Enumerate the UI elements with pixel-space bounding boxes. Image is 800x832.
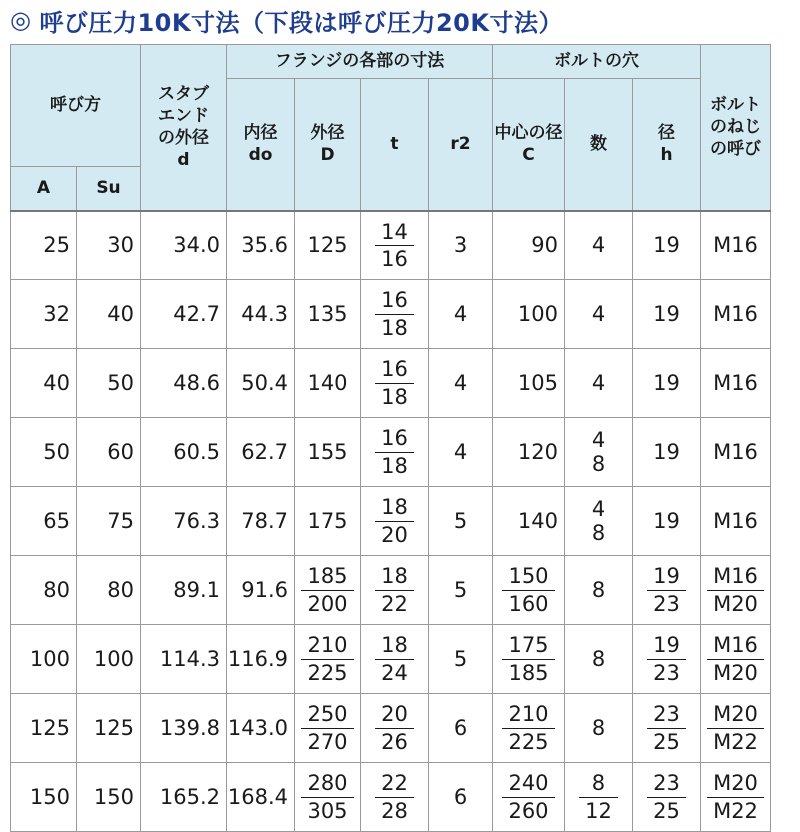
cell-r2: 4 — [429, 349, 493, 418]
cell-hole-diameter: $\frac{23}{25}$ — [633, 694, 701, 763]
cell-su: 40 — [77, 280, 141, 349]
cell-stub-outer-diameter: 76.3 — [141, 487, 227, 556]
cell-thickness: $\frac{16}{18}$ — [361, 280, 429, 349]
header-stub-end-outer-diameter: スタブ エンド の外径 d — [141, 45, 227, 211]
cell-inner-diameter: 78.7 — [227, 487, 295, 556]
cell-su: 125 — [77, 694, 141, 763]
cell-bolt-count: 4 — [565, 349, 633, 418]
cell-thickness: $\frac{18}{24}$ — [361, 625, 429, 694]
cell-center-diameter: 140 — [493, 487, 565, 556]
cell-r2: 4 — [429, 280, 493, 349]
cell-inner-diameter: 35.6 — [227, 211, 295, 280]
cell-bolt-thread: M16 — [701, 349, 771, 418]
cell-a: 50 — [11, 418, 77, 487]
cell-hole-diameter: 19 — [633, 418, 701, 487]
cell-outer-diameter: $\frac{210}{225}$ — [295, 625, 361, 694]
header-a: A — [11, 167, 77, 211]
cell-inner-diameter: 44.3 — [227, 280, 295, 349]
cell-a: 25 — [11, 211, 77, 280]
cell-thickness: $\frac{22}{28}$ — [361, 763, 429, 832]
cell-a: 125 — [11, 694, 77, 763]
page-title — [10, 4, 563, 36]
cell-center-diameter: $\frac{175}{185}$ — [493, 625, 565, 694]
cell-outer-diameter: 155 — [295, 418, 361, 487]
double-circle-icon: ◎ — [10, 6, 32, 34]
cell-inner-diameter: 62.7 — [227, 418, 295, 487]
header-outer-diameter: 外径 D — [295, 79, 361, 211]
cell-bolt-count: 4 — [565, 211, 633, 280]
header-nominal: 呼び方 — [11, 45, 141, 167]
cell-a: 32 — [11, 280, 77, 349]
cell-inner-diameter: 50.4 — [227, 349, 295, 418]
header-inner-diameter: 内径 do — [227, 79, 295, 211]
header-r2: r2 — [429, 79, 493, 211]
cell-su: 50 — [77, 349, 141, 418]
cell-r2: 5 — [429, 625, 493, 694]
cell-outer-diameter: 135 — [295, 280, 361, 349]
header-hole-diameter: 径 h — [633, 79, 701, 211]
cell-su: 30 — [77, 211, 141, 280]
cell-thickness: $\frac{20}{26}$ — [361, 694, 429, 763]
cell-bolt-thread: M16 — [701, 211, 771, 280]
cell-bolt-thread: M16 — [701, 487, 771, 556]
cell-hole-diameter: $\frac{19}{23}$ — [633, 556, 701, 625]
cell-r2: 6 — [429, 694, 493, 763]
header-center-diameter: 中心の径 C — [493, 79, 565, 211]
cell-su: 75 — [77, 487, 141, 556]
cell-bolt-count: 4 — [565, 280, 633, 349]
cell-thickness: $\frac{16}{18}$ — [361, 349, 429, 418]
cell-su: 80 — [77, 556, 141, 625]
table-row — [11, 625, 771, 694]
cell-r2: 3 — [429, 211, 493, 280]
cell-bolt-thread: $\frac{M16}{M20}$ — [701, 625, 771, 694]
cell-bolt-count: 8 — [565, 556, 633, 625]
cell-bolt-count: 8 — [565, 625, 633, 694]
cell-center-diameter: $\frac{210}{225}$ — [493, 694, 565, 763]
table-row — [11, 418, 771, 487]
cell-stub-outer-diameter: 48.6 — [141, 349, 227, 418]
cell-r2: 5 — [429, 556, 493, 625]
cell-su: 100 — [77, 625, 141, 694]
header-bolt-thread: ボルト のねじ の呼び — [701, 45, 771, 211]
cell-center-diameter: 105 — [493, 349, 565, 418]
header-bolt-hole: ボルトの穴 — [493, 45, 701, 79]
table-row — [11, 763, 771, 832]
cell-stub-outer-diameter: 60.5 — [141, 418, 227, 487]
cell-r2: 5 — [429, 487, 493, 556]
cell-hole-diameter: 19 — [633, 280, 701, 349]
table-row — [11, 211, 771, 280]
cell-hole-diameter: $\frac{19}{23}$ — [633, 625, 701, 694]
table-row — [11, 487, 771, 556]
title-text: 呼び圧力10K寸法（下段は呼び圧力20K寸法） — [39, 8, 563, 37]
cell-a: 150 — [11, 763, 77, 832]
cell-bolt-thread: M16 — [701, 280, 771, 349]
cell-stub-outer-diameter: 42.7 — [141, 280, 227, 349]
cell-bolt-thread: $\frac{M16}{M20}$ — [701, 556, 771, 625]
cell-center-diameter: 120 — [493, 418, 565, 487]
cell-bolt-count: 4 8 — [565, 418, 633, 487]
cell-outer-diameter: $\frac{250}{270}$ — [295, 694, 361, 763]
cell-inner-diameter: 168.4 — [227, 763, 295, 832]
cell-su: 60 — [77, 418, 141, 487]
cell-a: 80 — [11, 556, 77, 625]
cell-center-diameter: 90 — [493, 211, 565, 280]
cell-hole-diameter: $\frac{23}{25}$ — [633, 763, 701, 832]
cell-stub-outer-diameter: 34.0 — [141, 211, 227, 280]
cell-hole-diameter: 19 — [633, 211, 701, 280]
cell-thickness: $\frac{16}{18}$ — [361, 418, 429, 487]
cell-outer-diameter: $\frac{185}{200}$ — [295, 556, 361, 625]
cell-a: 65 — [11, 487, 77, 556]
cell-thickness: $\frac{18}{20}$ — [361, 487, 429, 556]
cell-thickness: $\frac{14}{16}$ — [361, 211, 429, 280]
cell-bolt-thread: $\frac{M20}{M22}$ — [701, 763, 771, 832]
cell-inner-diameter: 91.6 — [227, 556, 295, 625]
cell-outer-diameter: 140 — [295, 349, 361, 418]
cell-outer-diameter: 175 — [295, 487, 361, 556]
cell-stub-outer-diameter: 114.3 — [141, 625, 227, 694]
cell-r2: 4 — [429, 418, 493, 487]
table-row — [11, 349, 771, 418]
table-row — [11, 694, 771, 763]
cell-bolt-thread: $\frac{M20}{M22}$ — [701, 694, 771, 763]
cell-outer-diameter: 125 — [295, 211, 361, 280]
cell-su: 150 — [77, 763, 141, 832]
cell-outer-diameter: $\frac{280}{305}$ — [295, 763, 361, 832]
header-thickness: t — [361, 79, 429, 211]
cell-hole-diameter: 19 — [633, 349, 701, 418]
cell-hole-diameter: 19 — [633, 487, 701, 556]
table-row — [11, 280, 771, 349]
cell-bolt-thread: M16 — [701, 418, 771, 487]
cell-stub-outer-diameter: 139.8 — [141, 694, 227, 763]
cell-a: 40 — [11, 349, 77, 418]
header-flange-dimensions: フランジの各部の寸法 — [227, 45, 493, 79]
cell-a: 100 — [11, 625, 77, 694]
cell-stub-outer-diameter: 89.1 — [141, 556, 227, 625]
cell-r2: 6 — [429, 763, 493, 832]
cell-center-diameter: 100 — [493, 280, 565, 349]
cell-bolt-count: $\frac{8}{12}$ — [565, 763, 633, 832]
cell-thickness: $\frac{18}{22}$ — [361, 556, 429, 625]
dimension-table — [10, 44, 771, 832]
cell-stub-outer-diameter: 165.2 — [141, 763, 227, 832]
cell-center-diameter: $\frac{240}{260}$ — [493, 763, 565, 832]
header-count: 数 — [565, 79, 633, 211]
cell-bolt-count: 4 8 — [565, 487, 633, 556]
cell-bolt-count: 8 — [565, 694, 633, 763]
cell-inner-diameter: 116.9 — [227, 625, 295, 694]
header-su: Su — [77, 167, 141, 211]
table-row — [11, 556, 771, 625]
cell-center-diameter: $\frac{150}{160}$ — [493, 556, 565, 625]
cell-inner-diameter: 143.0 — [227, 694, 295, 763]
